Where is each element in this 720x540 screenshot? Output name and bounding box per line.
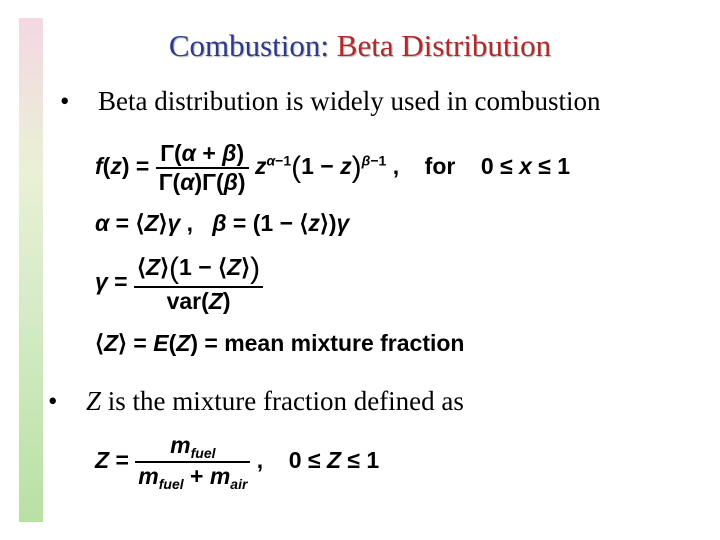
- equation-gamma: γ = $\frac{⟨Z⟩(1 - ⟨Z⟩)}{\text{var(Z)}}$: [95, 252, 263, 315]
- equation-z-definition: Z = $\frac{m_{fuel}}{m_{fuel} + m_{air}}$ , 0 ≤ Z ≤ 1: [95, 432, 380, 492]
- title-part-2: Beta Distribution: [336, 28, 552, 63]
- for-word: for: [424, 153, 456, 180]
- bullet-2-var: Z: [86, 386, 102, 416]
- title-part-1: Combustion:: [168, 28, 337, 63]
- mean-mixture-fraction-text: mean mixture fraction: [224, 330, 465, 356]
- equation-alpha-beta: α = ⟨Z⟩γ , β = (1 − ⟨z⟩)γ: [95, 210, 350, 236]
- bullet-dot: •: [48, 386, 58, 416]
- equation-mean-z: ⟨Z⟩ = E(Z) = mean mixture fraction: [95, 330, 465, 356]
- decorative-side-bar: [19, 18, 43, 522]
- slide-title: [0, 28, 720, 64]
- bullet-1: [60, 86, 600, 116]
- bullet-dot: •: [60, 86, 70, 116]
- bullet-2: [48, 386, 464, 416]
- bullet-2-text: is the mixture fraction defined as: [101, 386, 464, 416]
- bullet-1-text: Beta distribution is widely used in combustion: [98, 86, 601, 116]
- equation-beta-pdf: f(z) = $\frac{\Gamma(\alpha + \beta)}{\Gamma(\alpha)\Gamma(\beta)}$ $z^{\alpha-1}(1 - z)^{\beta-1}$ , for 0 ≤ x ≤ 1: [95, 140, 571, 195]
